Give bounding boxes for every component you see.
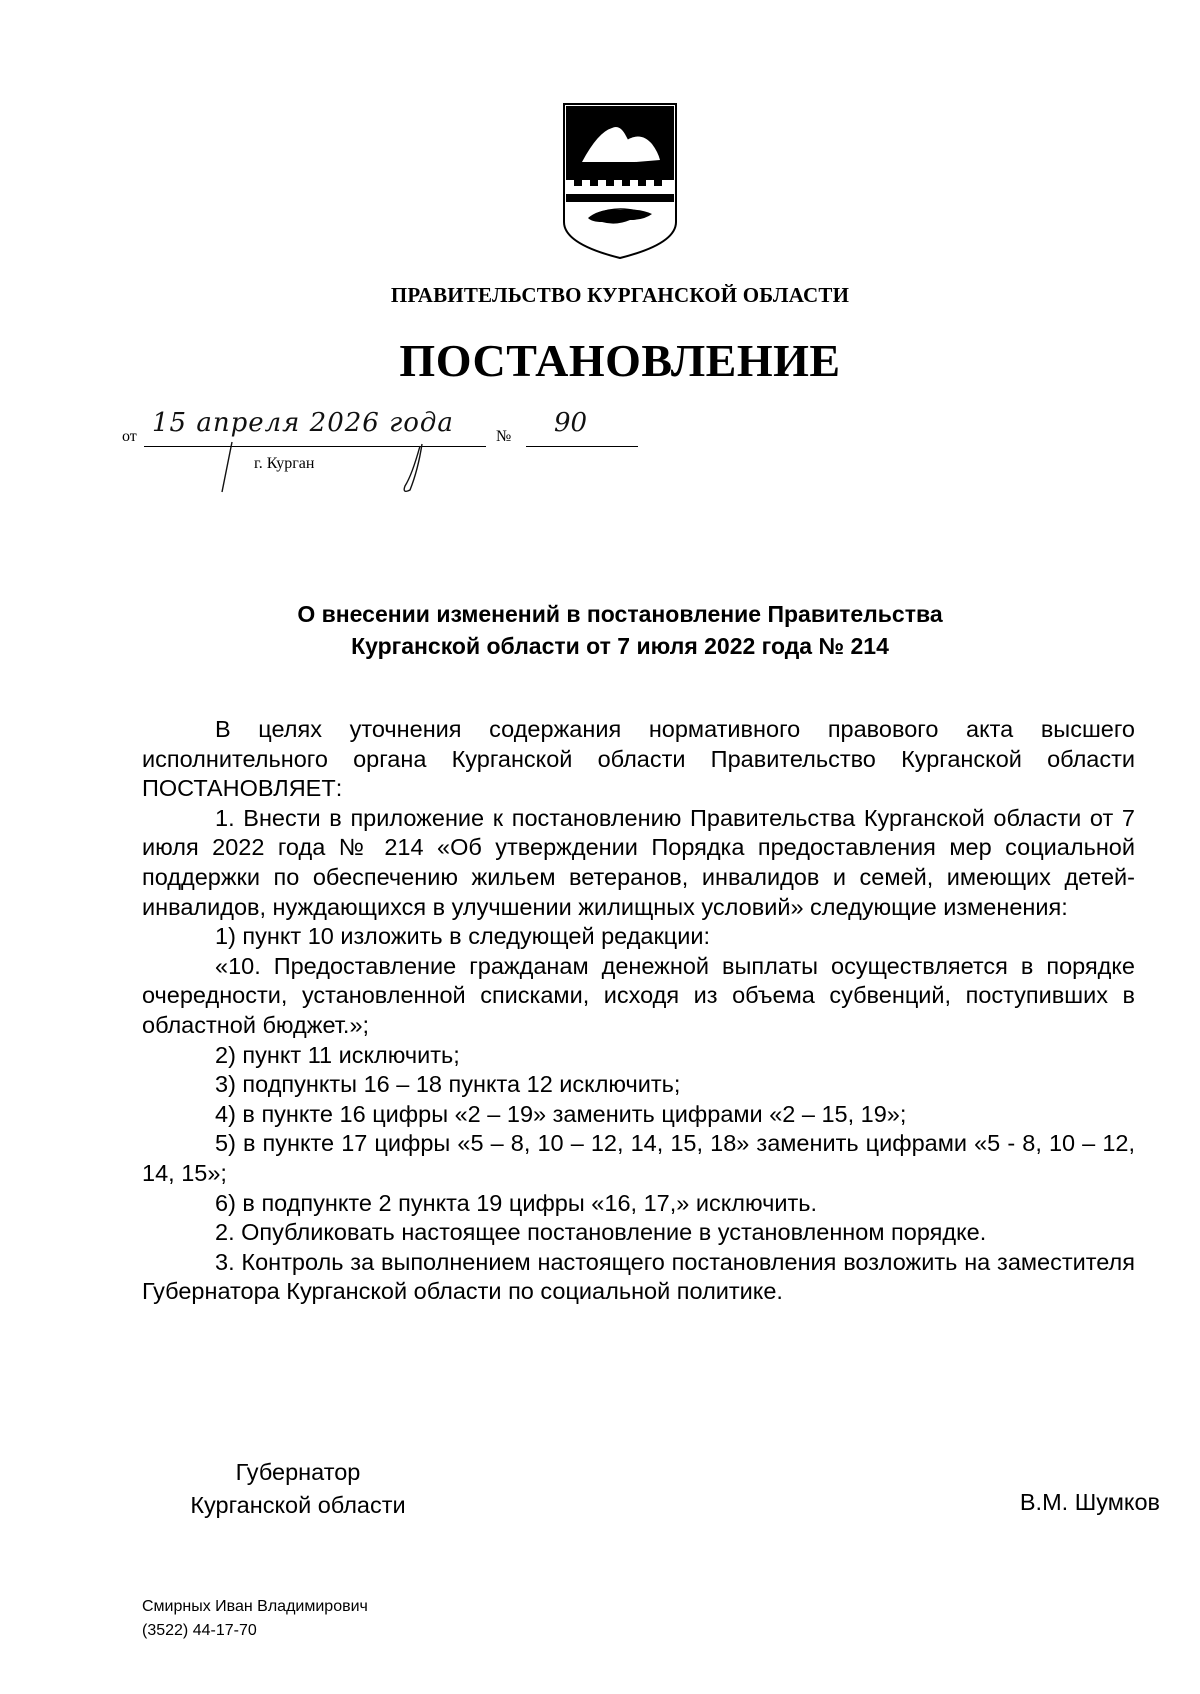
- paragraph-subitem-6: 6) в подпункте 2 пункта 19 цифры «16, 17,» исключить.: [215, 1189, 817, 1216]
- executor-name: Смирных Иван Владимирович: [142, 1598, 368, 1615]
- title-line-2: Курганской области от 7 июля 2022 года № 214: [351, 633, 889, 659]
- title-line-1: О внесении изменений в постановление Правительства: [297, 601, 943, 627]
- document-title: [0, 598, 1200, 662]
- paragraph-subitem-4: 4) в пункте 16 цифры «2 – 19» заменить цифрами «2 – 15, 19»;: [215, 1100, 907, 1127]
- handwritten-date: 15 апреля 2026 года: [152, 408, 454, 438]
- executor-phone: (3522) 44-17-70: [142, 1622, 257, 1639]
- handwriting-strokes: [122, 420, 642, 510]
- paragraph-item-2: 2. Опубликовать настоящее постановление в установленном порядке.: [215, 1219, 987, 1246]
- from-label: от: [122, 428, 137, 445]
- paragraph-item-3: 3. Контроль за выполнением настоящего постановления возложить на заместителя Губернатора Курганской области по социальной политике.: [142, 1248, 1135, 1305]
- executor-info: [142, 1595, 368, 1643]
- paragraph-preamble: В целях уточнения содержания нормативного правового акта высшего исполнительного органа Курганской области Правительство Курганской области ПОСТАНОВЛЯЕТ:: [142, 716, 1135, 802]
- signatory-name: В.М. Шумков: [1019, 1489, 1160, 1515]
- paragraph-subitem-3: 3) подпункты 16 – 18 пункта 12 исключить;: [215, 1071, 681, 1098]
- position-line-2: Курганской области: [190, 1492, 406, 1518]
- paragraph-subitem-1: 1) пункт 10 изложить в следующей редакции:: [215, 923, 711, 950]
- position-line-1: Губернатор: [235, 1459, 361, 1485]
- paragraph-subitem-2: 2) пункт 11 исключить;: [215, 1041, 460, 1068]
- kurgan-region-coat-of-arms-icon: [560, 102, 680, 260]
- handwritten-number: 90: [554, 408, 588, 438]
- document-body: [142, 715, 1135, 1307]
- paragraph-quoted-text: «10. Предоставление гражданам денежной выплаты осуществляется в порядке очередности, установленной списками, исходя из объема субвенций, поступивших в областной бюджет.»;: [142, 952, 1135, 1038]
- number-label: №: [496, 428, 512, 445]
- issuer-title: ПРАВИТЕЛЬСТВО КУРГАНСКОЙ ОБЛАСТИ: [390, 283, 850, 307]
- paragraph-item-1: 1. Внести в приложение к постановлению Правительства Курганской области от 7 июля 2022 года № 214 «Об утверждении Порядка предоставления мер социальной поддержки по обеспечению жильем ветеранов, инвалидов и семей, имеющих детей-инвалидов, нуждающихся в улучшении жилищных условий» следующие изменения:: [142, 804, 1135, 920]
- paragraph-subitem-5: 5) в пункте 17 цифры «5 – 8, 10 – 12, 14, 15, 18» заменить цифрами «5 - 8, 10 – 12, 14, 15»;: [142, 1130, 1135, 1186]
- city-label: г. Курган: [254, 455, 315, 472]
- signatory-position: [148, 1456, 448, 1522]
- date-number-line: [122, 408, 642, 510]
- document-type: ПОСТАНОВЛЕНИЕ: [399, 335, 841, 386]
